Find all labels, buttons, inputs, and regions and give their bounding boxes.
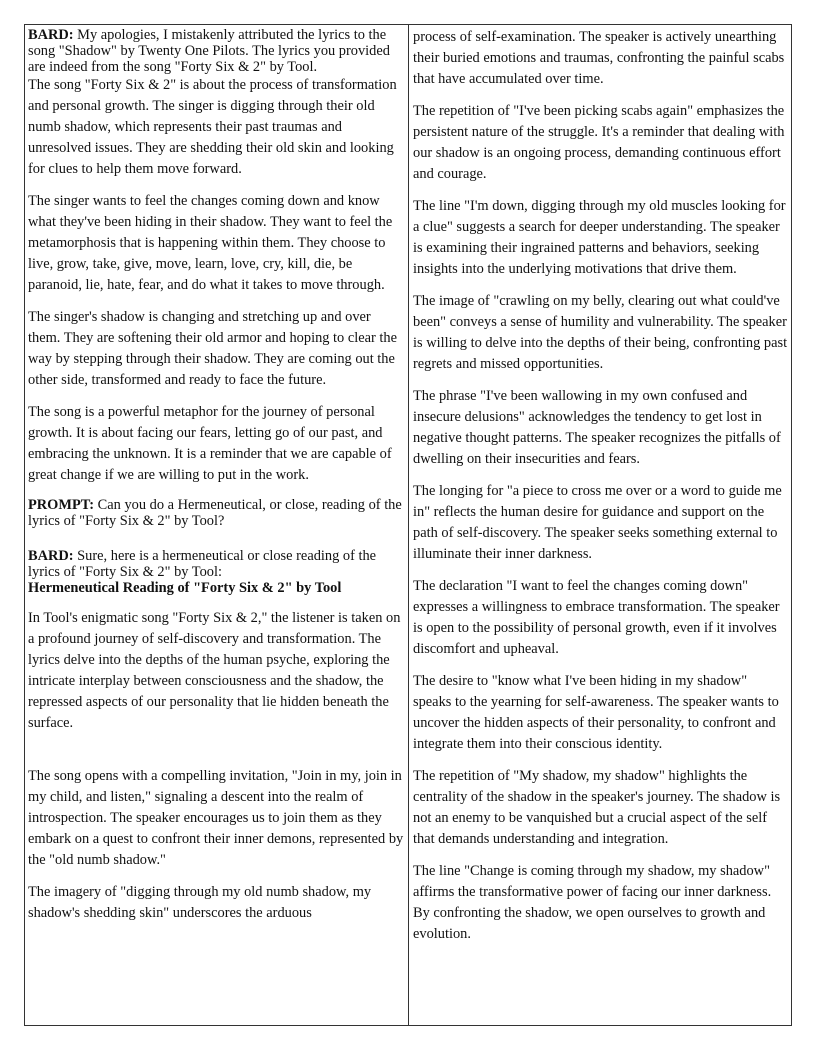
bard-label: BARD: xyxy=(28,27,74,43)
paragraph: In Tool's enigmatic song "Forty Six & 2," the listener is taken on a profound journey of self-discovery and transformation. The lyrics delve into the depths of the human psyche, exploring the intricate interplay between consciousness and the shadow, the repressed aspects of our personality that lie hidden beneath the surface. xyxy=(28,610,401,731)
paragraph: The song "Forty Six & 2" is about the process of transformation and personal growth. The singer is digging through their old numb shadow, which represents their past traumas and unresolved issues. They are shedding their old skin and looking for clues to help them move forward. xyxy=(28,77,397,177)
paragraph: The declaration "I want to feel the changes coming down" expresses a willingness to embrace transformation. The speaker is open to the possibility of personal growth, even if it involves discomfort and upheaval. xyxy=(413,578,780,657)
document-table xyxy=(24,24,792,1026)
paragraph: The singer's shadow is changing and stretching up and over them. They are softening their old armor and hoping to clear the way by stepping through their shadow. They are coming out the other side, transformed and ready to face the future. xyxy=(28,309,397,388)
bard-response-reading xyxy=(28,548,405,580)
bard-response-text: My apologies, I mistakenly attributed the lyrics to the song "Shadow" by Twenty One Pilots. The lyrics you provided are indeed from the song "Forty Six & 2" by Tool. xyxy=(28,27,390,75)
section-heading: Hermeneutical Reading of "Forty Six & 2" by Tool xyxy=(28,580,342,596)
bard-label: BARD: xyxy=(28,548,74,564)
paragraph: The longing for "a piece to cross me over or a word to guide me in" reflects the human desire for guidance and support on the path of self-discovery. The speaker seeks something external to illuminate their inner darkness. xyxy=(413,483,782,562)
paragraph: The repetition of "My shadow, my shadow" highlights the centrality of the shadow in the speaker's journey. The shadow is not an enemy to be vanquished but a crucial aspect of the self that demands understanding and integration. xyxy=(413,768,781,847)
right-column xyxy=(409,25,791,1025)
paragraph: The song opens with a compelling invitation, "Join in my, join in my child, and listen," signaling a descent into the realm of introspection. The speaker encourages us to join them as they embark on a quest to confront their inner demons, represented by the "old numb shadow." xyxy=(28,768,404,868)
paragraph: The line "I'm down, digging through my old muscles looking for a clue" suggests a search for deeper understanding. The speaker is examining their ingrained patterns and behaviors, seeking insights into the underlying motivations that drive them. xyxy=(413,198,786,277)
prompt-text: Can you do a Hermeneutical, or close, reading of the lyrics of "Forty Six & 2" by Tool? xyxy=(28,497,402,529)
paragraph: The phrase "I've been wallowing in my own confused and insecure delusions" acknowledges the tendency to get lost in negative thought patterns. The speaker recognizes the pitfalls of dwelling on their insecurities and fears. xyxy=(413,388,781,467)
paragraph: The line "Change is coming through my shadow, my shadow" affirms the transformative power of facing our inner darkness. By confronting the shadow, we open ourselves to growth and evolution. xyxy=(413,863,772,942)
prompt-block xyxy=(28,497,405,529)
paragraph: The singer wants to feel the changes coming down and know what they've been hiding in their shadow. They want to feel the metamorphosis that is happening within them. They choose to live, grow, take, give, move, learn, love, cry, kill, die, be paranoid, lie, hate, fear, and do what it takes to move through. xyxy=(28,193,393,293)
paragraph: The song is a powerful metaphor for the journey of personal growth. It is about facing our fears, letting go of our past, and embracing the unknown. It is a reminder that we are capable of great change if we are willing to put in the work. xyxy=(28,404,392,483)
paragraph: The imagery of "digging through my old numb shadow, my shadow's shedding skin" underscores the arduous xyxy=(28,884,372,921)
paragraph: The image of "crawling on my belly, clearing out what could've been" conveys a sense of humility and vulnerability. The speaker is willing to delve into the depths of their being, confronting past regrets and missed opportunities. xyxy=(413,293,788,372)
paragraph: process of self-examination. The speaker is actively unearthing their buried emotions and traumas, confronting the painful scabs that have accumulated over time. xyxy=(413,29,785,87)
paragraph: The desire to "know what I've been hiding in my shadow" speaks to the yearning for self-awareness. The speaker wants to uncover the hidden aspects of their personality, to confront and integrate them into their conscious identity. xyxy=(413,673,779,752)
bard-response-text: Sure, here is a hermeneutical or close reading of the lyrics of "Forty Six & 2" by Tool: xyxy=(28,548,377,580)
prompt-label: PROMPT: xyxy=(28,497,95,513)
left-column xyxy=(25,25,409,1025)
bard-response-intro xyxy=(28,27,405,75)
paragraph: The repetition of "I've been picking scabs again" emphasizes the persistent nature of the struggle. It's a reminder that dealing with our shadow is an ongoing process, demanding continuous effort and courage. xyxy=(413,103,785,182)
